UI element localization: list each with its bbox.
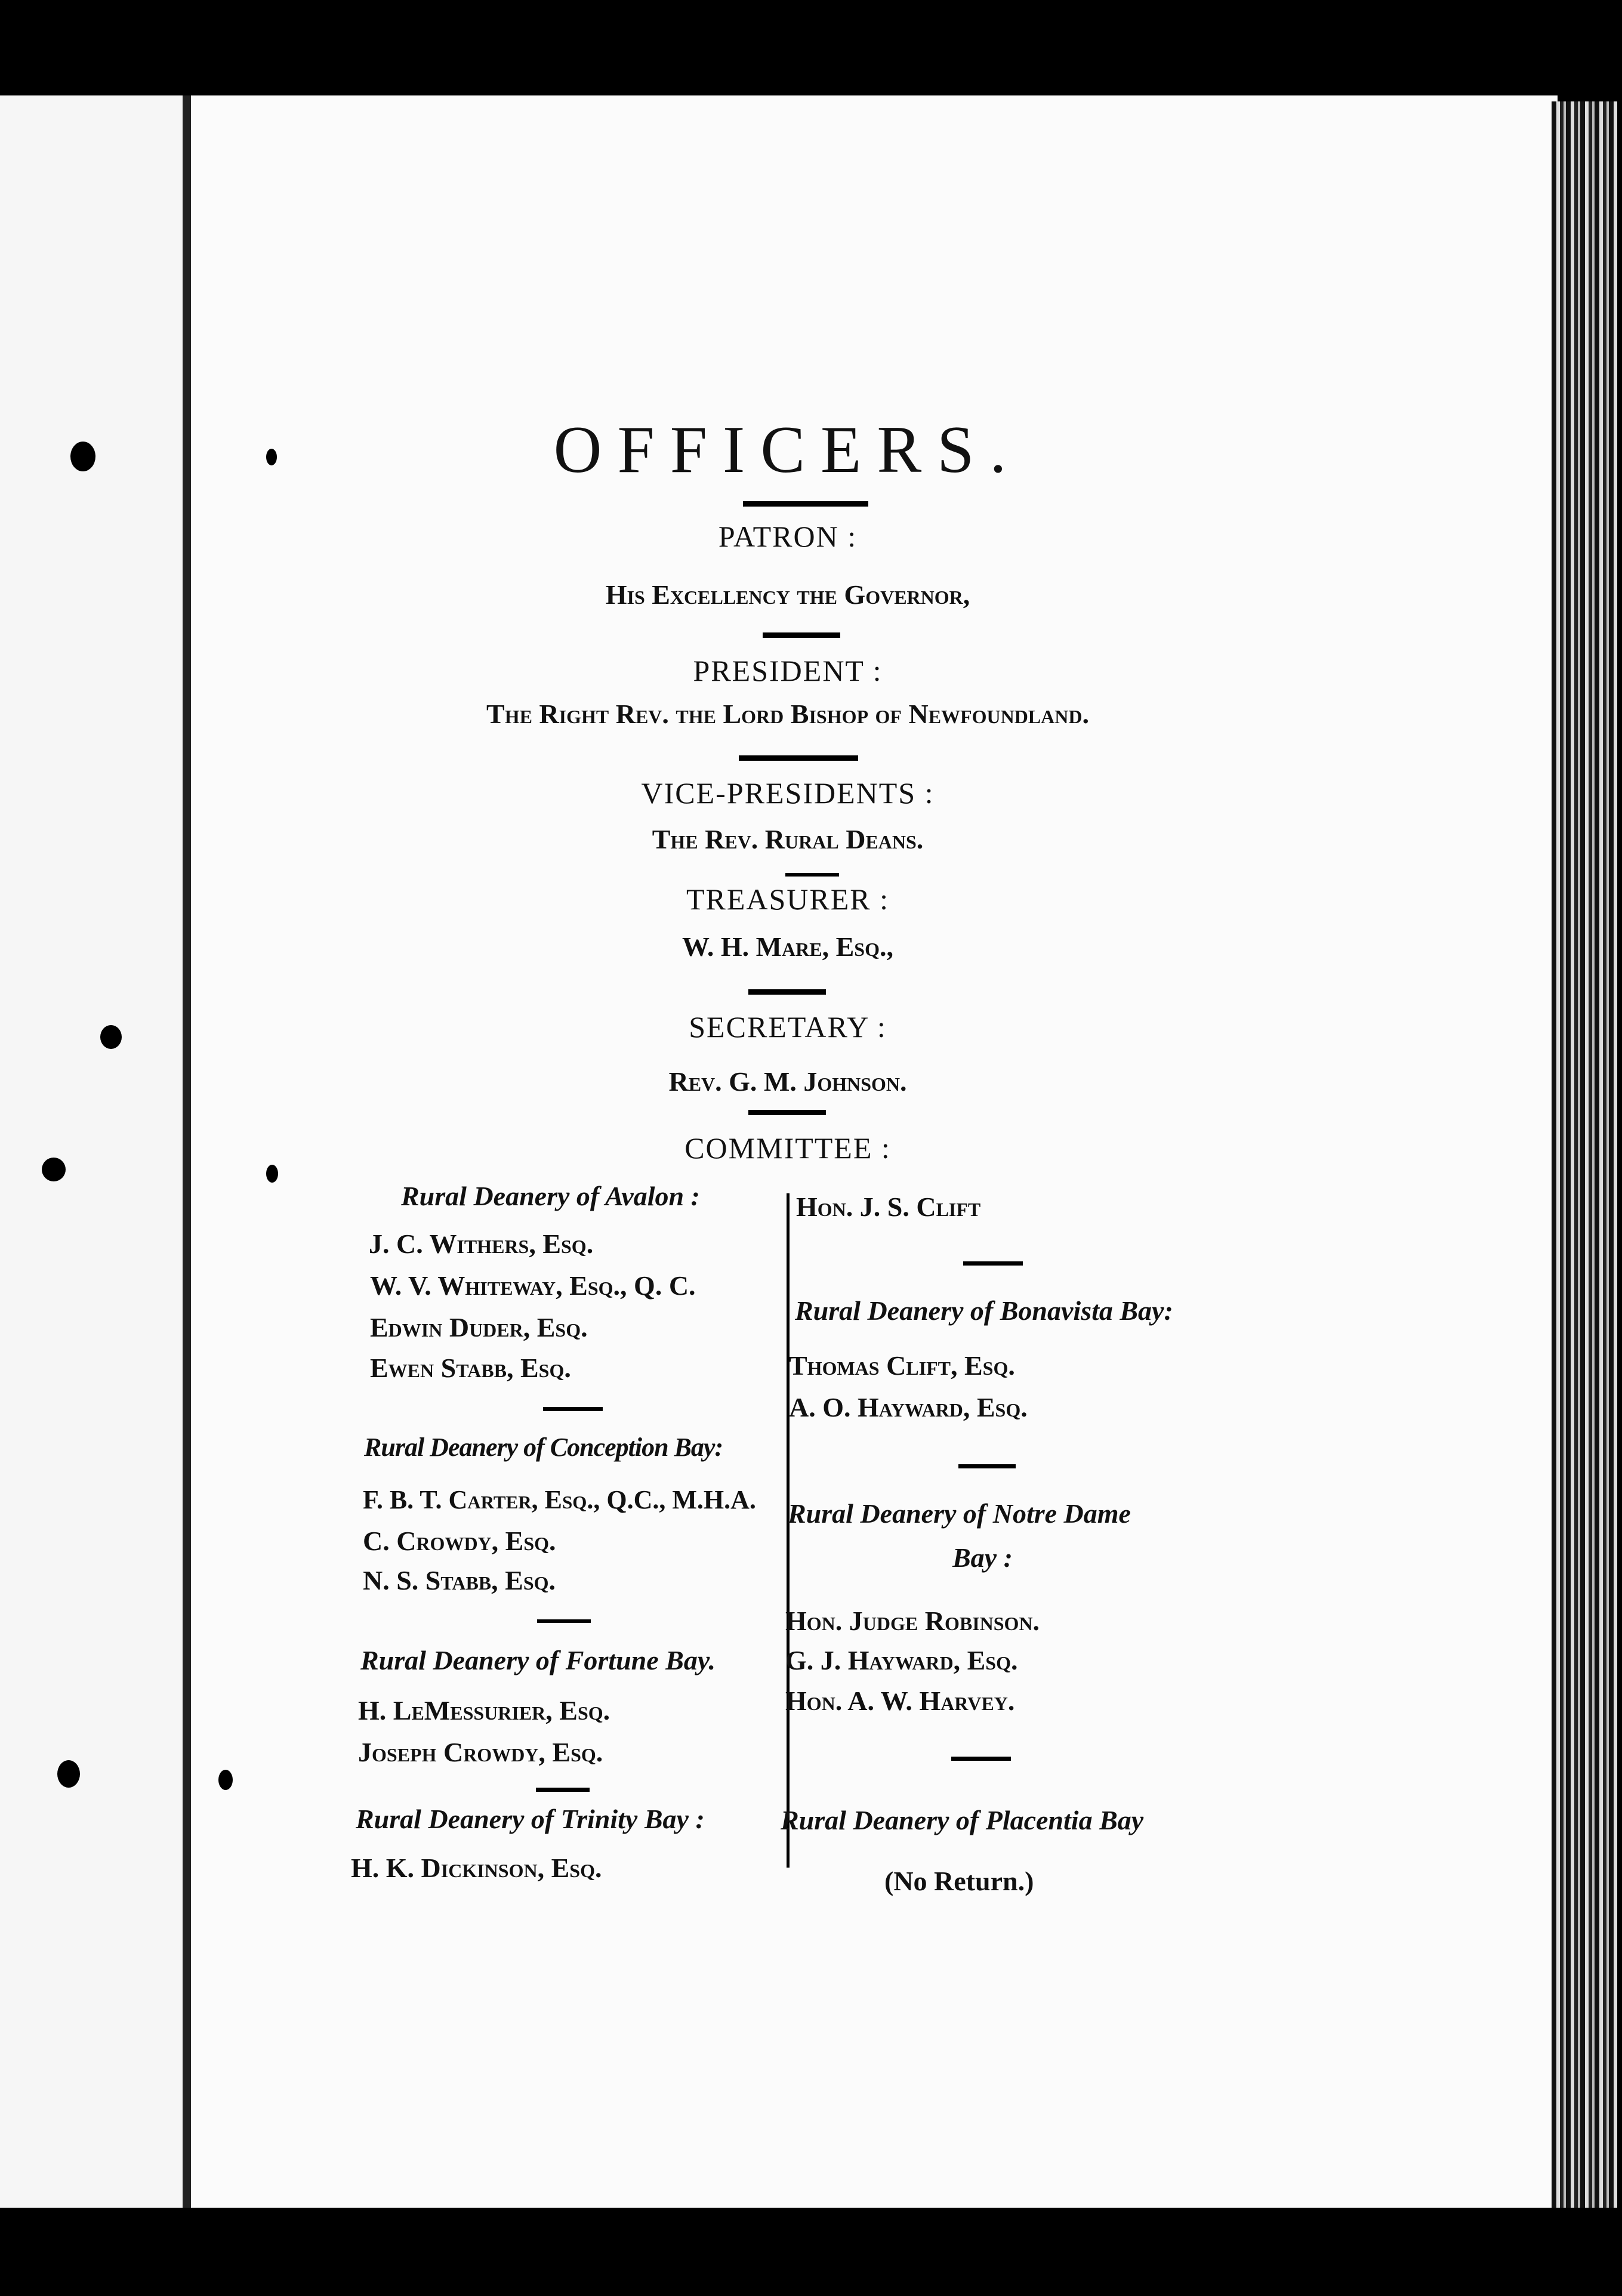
committee-member: N. S. Stabb, Esq.	[363, 1565, 556, 1596]
page-edges	[1552, 101, 1617, 2214]
ink-speck	[266, 1165, 278, 1183]
deanery-heading-continued: Bay :	[952, 1542, 1013, 1573]
committee-member: Ewen Stabb, Esq.	[370, 1353, 571, 1383]
committee-member: H. LeMessurier, Esq.	[358, 1695, 610, 1726]
divider-rule	[543, 1407, 603, 1411]
scan-bottom-border	[0, 2208, 1622, 2296]
divider-rule	[537, 1619, 591, 1623]
committee-member: J. C. Withers, Esq.	[369, 1229, 594, 1259]
deanery-heading: Rural Deanery of Placentia Bay	[781, 1805, 1144, 1835]
committee-member: Hon. Judge Robinson.	[785, 1606, 1040, 1636]
divider-rule	[963, 1261, 1023, 1266]
deanery-heading: Rural Deanery of Trinity Bay :	[356, 1804, 705, 1834]
deanery-heading: Rural Deanery of Conception Bay:	[364, 1433, 723, 1462]
divider-rule	[763, 632, 840, 638]
committee-member: Hon. J. S. Clift	[796, 1192, 981, 1222]
divider-rule	[536, 1788, 590, 1792]
committee-member: Edwin Duder, Esq.	[370, 1312, 588, 1343]
no-return-note: (No Return.)	[884, 1866, 1034, 1896]
committee-member: G. J. Hayward, Esq.	[785, 1645, 1018, 1675]
divider-rule	[748, 1110, 826, 1115]
deanery-heading: Rural Deanery of Fortune Bay.	[360, 1645, 716, 1675]
title-rule	[743, 501, 868, 507]
committee-member: W. V. Whiteway, Esq., Q. C.	[370, 1270, 696, 1301]
committee-heading: COMMITTEE :	[684, 1131, 891, 1165]
divider-rule	[951, 1757, 1011, 1761]
ink-speck	[42, 1158, 66, 1181]
ink-speck	[57, 1760, 80, 1788]
ink-speck	[218, 1770, 233, 1790]
page-title: OFFICERS.	[553, 413, 1022, 487]
divider-rule	[785, 873, 839, 877]
facing-page	[0, 95, 190, 2214]
secretary-heading: SECRETARY :	[689, 1010, 887, 1044]
column-divider	[787, 1193, 790, 1868]
divider-rule	[958, 1464, 1016, 1468]
divider-rule	[748, 989, 826, 995]
president-heading: PRESIDENT :	[693, 654, 883, 687]
committee-member: Hon. A. W. Harvey.	[785, 1686, 1015, 1716]
treasurer-name: W. H. Mare, Esq.,	[682, 931, 893, 962]
deanery-heading: Rural Deanery of Notre Dame	[788, 1498, 1131, 1529]
secretary-name: Rev. G. M. Johnson.	[668, 1066, 907, 1097]
committee-member: H. K. Dickinson, Esq.	[351, 1853, 602, 1883]
committee-member: C. Crowdy, Esq.	[363, 1526, 556, 1556]
committee-member: A. O. Hayward, Esq.	[789, 1392, 1028, 1422]
page-gutter	[183, 95, 191, 2208]
vice-presidents-name: The Rev. Rural Deans.	[652, 824, 924, 854]
ink-speck	[70, 442, 95, 471]
patron-heading: PATRON :	[718, 520, 858, 553]
scan-top-border	[0, 0, 1622, 98]
committee-member: F. B. T. Carter, Esq., Q.C., M.H.A.	[363, 1485, 756, 1514]
committee-member: Thomas Clift, Esq.	[789, 1350, 1015, 1381]
patron-name: His Excellency the Governor,	[605, 579, 970, 610]
president-name: The Right Rev. the Lord Bishop of Newfoundland.	[486, 699, 1089, 729]
vice-presidents-heading: VICE-PRESIDENTS :	[641, 776, 935, 810]
committee-member: Joseph Crowdy, Esq.	[358, 1737, 603, 1767]
deanery-heading: Rural Deanery of Bonavista Bay:	[795, 1295, 1173, 1326]
treasurer-heading: TREASURER :	[686, 882, 890, 916]
deanery-heading: Rural Deanery of Avalon :	[401, 1181, 700, 1211]
ink-speck	[100, 1025, 122, 1049]
divider-rule	[739, 755, 858, 761]
